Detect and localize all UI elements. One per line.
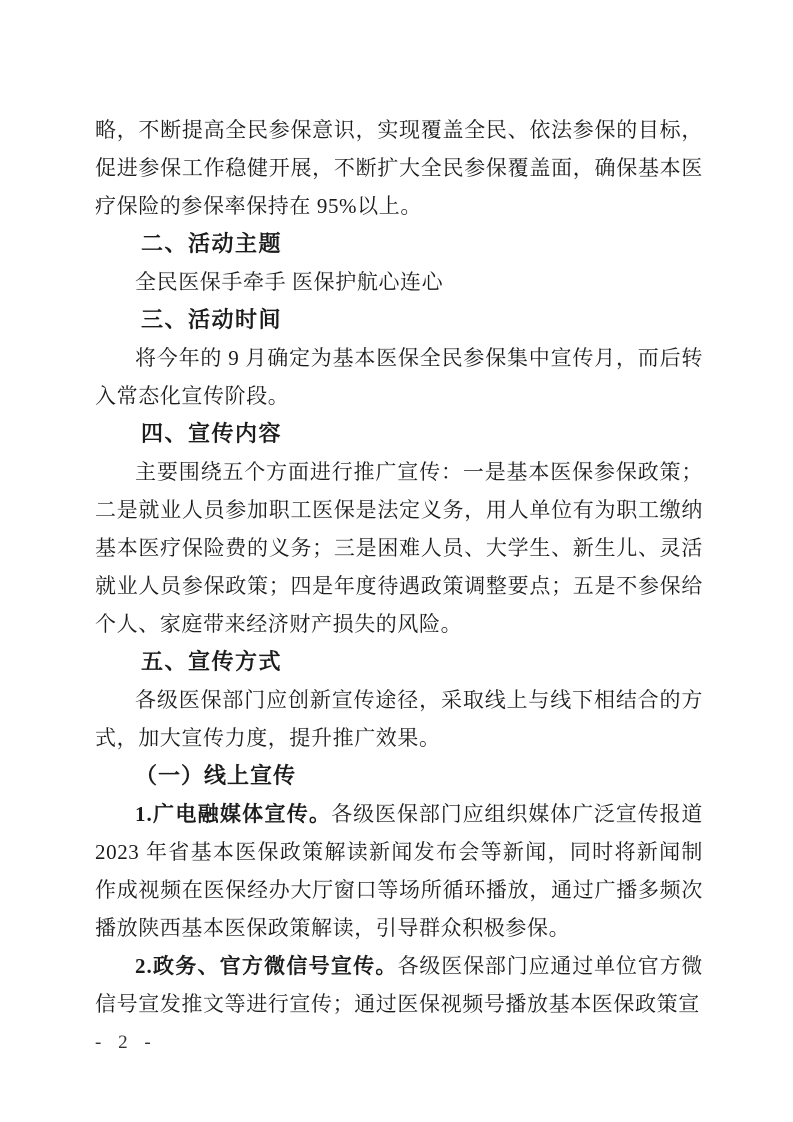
section-heading-activity-theme: 二、活动主题 <box>141 231 283 256</box>
document-body <box>95 111 703 1023</box>
paragraph-slogan: 全民医保手牵手 医保护航心连心 <box>135 270 444 294</box>
paragraph-publicity-content: 主要围绕五个方面进行推广宣传：一是基本医保参保政策；二是就业人员参加职工医保是法定义务，用人单位有为职工缴纳基本医疗保险费的义务；三是困难人员、大学生、新生儿、灵活就业人员参保政策；四是年度待遇政策调整要点；五是不参保给个人、家庭带来经济财产损失的风险。 <box>95 460 703 636</box>
section-heading-activity-time: 三、活动时间 <box>141 307 283 332</box>
paragraph-text-broadcast-media: 各级医保部门应组织媒体广泛宣传报道 2023 年省基本医保政策解读新闻发布会等新闻，同时将新闻制作成视频在医保经办大厅窗口等场所循环播放，通过广播多频次播放陕西基本医保政策解读，引导群众积极参保。 <box>95 802 704 940</box>
paragraph-publicity-method: 各级医保部门应创新宣传途径，采取线上与线下相结合的方式，加大宣传力度，提升推广效果。 <box>95 688 703 750</box>
paragraph-continuation: 略，不断提高全民参保意识，实现覆盖全民、依法参保的目标，促进参保工作稳健开展，不断扩大全民参保覆盖面，确保基本医疗保险的参保率保持在 95%以上。 <box>95 118 703 218</box>
paragraph-activity-time: 将今年的 9 月确定为基本医保全民参保集中宣传月，而后转入常态化宣传阶段。 <box>95 346 703 408</box>
paragraph-wechat-publicity <box>95 947 703 1023</box>
section-heading-publicity-content: 四、宣传内容 <box>141 421 283 446</box>
paragraph-text-wechat-publicity: 各级医保部门应通过单位官方微信号宣发推文等进行宣传；通过医保视频号播放基本医保政策宣 <box>95 954 703 1016</box>
paragraph-broadcast-media <box>95 795 703 947</box>
paragraph-lead-wechat-publicity: 2.政务、官方微信号宣传。 <box>135 954 398 978</box>
page-number: - 2 - <box>95 1032 157 1053</box>
section-heading-publicity-method: 五、宣传方式 <box>141 649 283 674</box>
subsection-heading-online-publicity: （一）线上宣传 <box>135 763 297 788</box>
paragraph-lead-broadcast-media: 1.广电融媒体宣传。 <box>135 802 332 826</box>
